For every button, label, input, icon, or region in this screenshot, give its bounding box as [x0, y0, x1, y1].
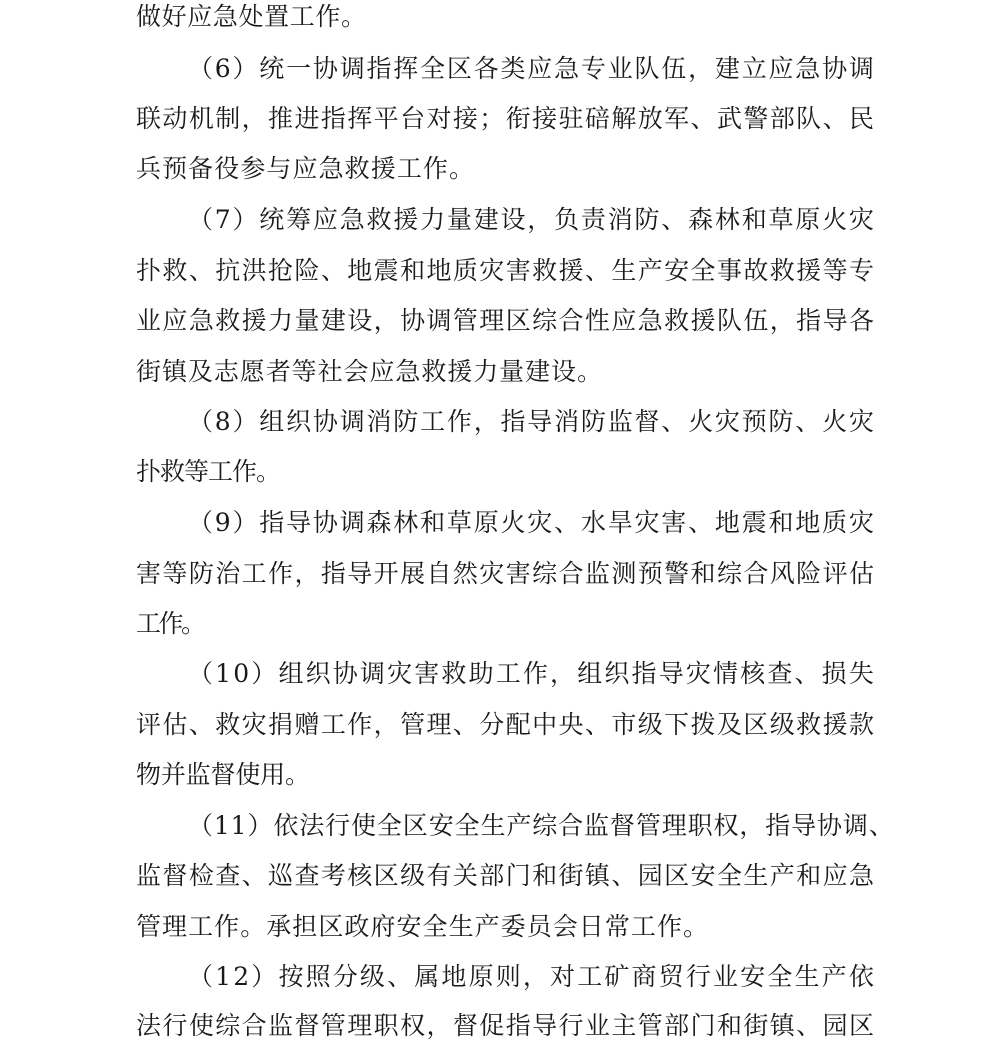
text-line: （10）组织协调灾害救助工作，组织指导灾情核查、损失 [188, 659, 876, 688]
text-line: 做好应急处置工作。 [136, 2, 367, 31]
text-line: 联动机制，推进指挥平台对接；衔接驻碚解放军、武警部队、民 [136, 104, 876, 133]
text-line: 工作。 [136, 609, 204, 638]
text-line: 扑救、抗洪抢险、地震和地质灾害救援、生产安全事故救援等专 [136, 256, 876, 285]
text-line: （9）指导协调森林和草原火灾、水旱灾害、地震和地质灾 [188, 508, 876, 537]
text-line: （6）统一协调指挥全区各类应急专业队伍，建立应急协调 [188, 54, 876, 83]
text-line: （12）按照分级、属地原则，对工矿商贸行业安全生产依 [188, 962, 876, 991]
text-line: 法行使综合监督管理职权，督促指导行业主管部门和街镇、园区 [136, 1011, 876, 1040]
text-line: 街镇及志愿者等社会应急救援力量建设。 [136, 357, 603, 386]
text-line: 扑救等工作。 [136, 457, 281, 486]
text-line: 害等防治工作，指导开展自然灾害综合监测预警和综合风险评估 [136, 559, 876, 588]
text-line: （8）组织协调消防工作，指导消防监督、火灾预防、火灾 [188, 407, 876, 436]
text-line: 监督检查、巡查考核区级有关部门和街镇、园区安全生产和应急 [136, 861, 876, 890]
text-line: （7）统筹应急救援力量建设，负责消防、森林和草原火灾 [188, 205, 876, 234]
text-line: 管理工作。承担区政府安全生产委员会日常工作。 [136, 912, 710, 941]
text-line: 物并监督使用。 [136, 760, 310, 789]
text-line: 业应急救援力量建设，协调管理区综合性应急救援队伍，指导各 [136, 306, 876, 335]
text-line: （11）依法行使全区安全生产综合监督管理职权，指导协调、 [188, 811, 895, 840]
text-line: 评估、救灾捐赠工作，管理、分配中央、市级下拨及区级救援款 [136, 710, 876, 739]
text-line: 兵预备役参与应急救援工作。 [136, 154, 476, 183]
